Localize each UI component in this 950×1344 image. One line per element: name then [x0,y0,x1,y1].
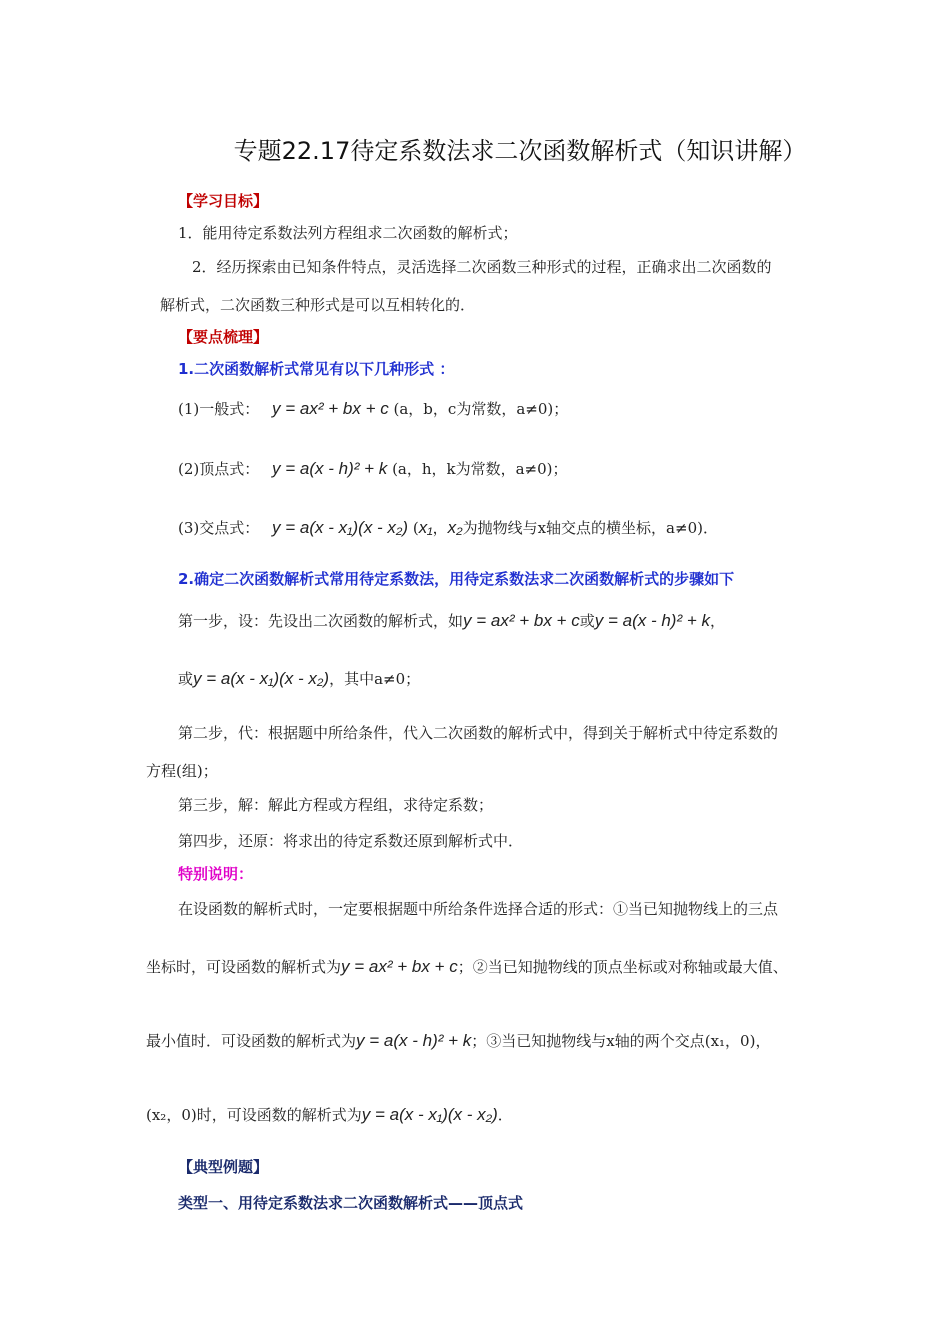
note-line-2-tail: ；②当已知抛物线的顶点坐标或对称轴或最大值、 [457,958,788,976]
form-intercept [178,517,718,539]
keypoint-1-heading: 1.二次函数解析式常见有以下几种形式 ： [178,360,455,378]
note-line-3 [146,1030,770,1052]
step-1-tail: ，其中a≠0； [329,670,421,688]
step-1-comma: ， [709,612,725,630]
form-intercept-equation: y = a(x - x₁)(x - x₂) [272,518,409,537]
step-1-equation-2: y = a(x - h)² + k [594,611,710,630]
form-vertex-equation: y = a(x - h)² + k [272,459,388,478]
form-intercept-note: 为抛物线与x轴交点的横坐标，a≠0)． [462,519,718,537]
goal-2-line-2: 解析式，二次函数三种形式是可以互相转化的． [160,296,476,314]
form-general-note: (a，b，c为常数，a≠0)； [393,400,569,418]
form-general-equation: y = ax² + bx + c [272,399,389,418]
goals-heading: 【学习目标】 [178,192,269,210]
note-line-3-tail: ；③当已知抛物线与x轴的两个交点(x₁，0)， [471,1032,771,1050]
note-line-2 [146,956,788,978]
type-1-heading: 类型一、用待定系数法求二次函数解析式——顶点式 [178,1194,524,1212]
step-1-or-2: 或 [178,670,194,688]
form-intercept-x1: x₁ [418,518,433,537]
step-1-text: 第一步，设：先设出二次函数的解析式，如 [178,612,464,630]
form-intercept-open: ( [412,519,419,537]
note-line-2-equation: y = ax² + bx + c [341,957,458,976]
step-3: 第三步，解：解此方程或方程组，求待定系数； [178,796,494,814]
note-line-1: 在设函数的解析式时，一定要根据题中所给条件选择合适的形式：①当已知抛物线上的三点 [178,900,779,918]
step-1-equation-3: y = a(x - x₁)(x - x₂) [193,669,330,688]
form-vertex-label: (2)顶点式： [178,460,260,478]
keypoints-heading: 【要点梳理】 [178,328,269,346]
step-4: 第四步，还原：将求出的待定系数还原到解析式中． [178,832,524,850]
note-line-4 [146,1104,513,1126]
note-line-4-tail: ． [497,1106,513,1124]
note-line-2-text: 坐标时，可设函数的解析式为 [146,958,342,976]
note-line-4-text: (x₂，0)时，可设函数的解析式为 [146,1106,362,1124]
step-1-or: 或 [579,612,595,630]
special-heading: 特别说明： [178,865,254,883]
note-line-3-text: 最小值时．可设函数的解析式为 [146,1032,357,1050]
step-1-line-2 [178,668,420,690]
note-line-4-equation: y = a(x - x₁)(x - x₂) [361,1105,498,1124]
form-intercept-sep: ， [432,519,448,537]
form-general-label: (1)一般式： [178,400,260,418]
form-intercept-label: (3)交点式： [178,519,260,537]
goal-1: 1．能用待定系数法列方程组求二次函数的解析式； [178,224,518,242]
form-vertex-note: (a，h，k为常数，a≠0)； [392,460,568,478]
keypoint-2-heading: 2.确定二次函数解析式常用待定系数法，用待定系数法求二次函数解析式的步骤如下 [178,570,735,588]
form-general [178,398,568,420]
form-vertex [178,458,568,480]
step-1-equation-1: y = ax² + bx + c [463,611,580,630]
note-line-3-equation: y = a(x - h)² + k [356,1031,472,1050]
step-2-line-1: 第二步，代：根据题中所给条件，代入二次函数的解析式中，得到关于解析式中待定系数的 [178,724,779,742]
page-title: 专题22.17待定系数法求二次函数解析式（知识讲解） [233,137,807,165]
examples-heading: 【典型例题】 [178,1158,269,1176]
goal-2-line-1: 2．经历探索由已知条件特点，灵活选择二次函数三种形式的过程，正确求出二次函数的 [192,258,772,276]
step-2-line-2: 方程(组)； [146,762,218,780]
step-1-line-1 [178,610,725,632]
form-intercept-x2: x₂ [447,518,463,537]
